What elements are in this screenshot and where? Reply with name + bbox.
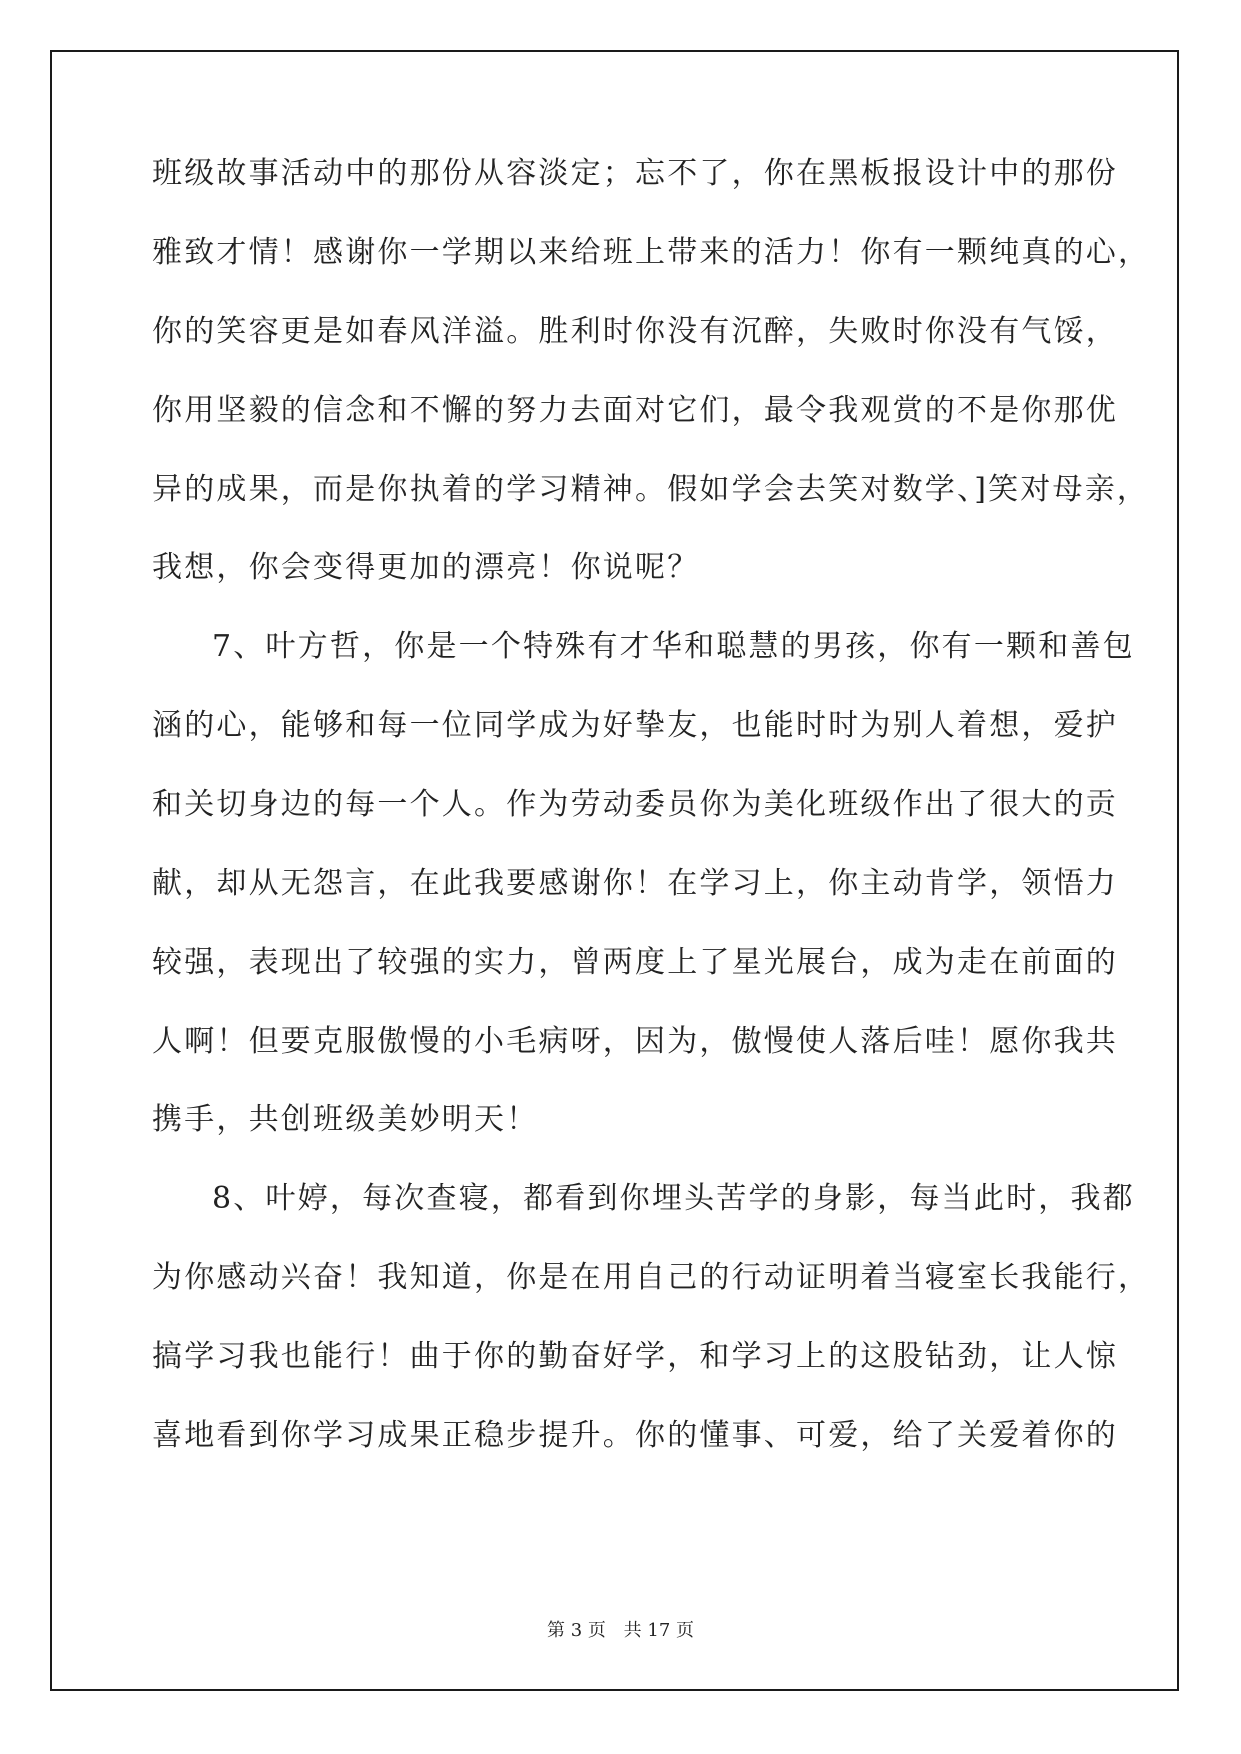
text-line: 你用坚毅的信念和不懈的努力去面对它们，最令我观赏的不是你那优 xyxy=(152,393,1118,428)
paragraph-start-line: 7、叶方哲，你是一个特殊有才华和聪慧的男孩，你有一颗和善包 xyxy=(212,629,1135,664)
page-number: 第 3 页 xyxy=(547,1620,606,1641)
page-footer xyxy=(0,1616,1241,1642)
text-line: 为你感动兴奋！我知道，你是在用自己的行动证明着当寝室长我能行， xyxy=(152,1260,1151,1295)
text-line: 献，却从无怨言，在此我要感谢你！在学习上，你主动肯学，领悟力 xyxy=(152,866,1118,901)
text-line: 和关切身边的每一个人。作为劳动委员你为美化班级作出了很大的贡 xyxy=(152,787,1118,822)
text-line: 人啊！但要克服傲慢的小毛病呀，因为，傲慢使人落后哇！愿你我共 xyxy=(152,1024,1118,1059)
text-line: 较强，表现出了较强的实力，曾两度上了星光展台，成为走在前面的 xyxy=(152,945,1118,980)
paragraph-start-line: 8、叶婷，每次查寝，都看到你埋头苦学的身影，每当此时，我都 xyxy=(212,1181,1135,1216)
text-line: 涵的心，能够和每一位同学成为好挚友，也能时时为别人着想，爱护 xyxy=(152,708,1118,743)
text-line: 班级故事活动中的那份从容淡定；忘不了，你在黑板报设计中的那份 xyxy=(152,156,1118,191)
text-line: 搞学习我也能行！曲于你的勤奋好学，和学习上的这股钻劲，让人惊 xyxy=(152,1339,1118,1374)
text-line: 喜地看到你学习成果正稳步提升。你的懂事、可爱，给了关爱着你的 xyxy=(152,1418,1118,1453)
text-line: 异的成果，而是你执着的学习精神。假如学会去笑对数学、]笑对母亲， xyxy=(152,472,1150,507)
text-line: 你的笑容更是如春风洋溢。胜利时你没有沉醉，失败时你没有气馁， xyxy=(152,314,1118,349)
page-total: 共 17 页 xyxy=(623,1620,694,1641)
text-line: 我想，你会变得更加的漂亮！你说呢？ xyxy=(152,550,700,585)
text-line: 雅致才情！感谢你一学期以来给班上带来的活力！你有一颗纯真的心， xyxy=(152,235,1151,270)
text-line: 携手，共创班级美妙明天！ xyxy=(152,1102,539,1137)
